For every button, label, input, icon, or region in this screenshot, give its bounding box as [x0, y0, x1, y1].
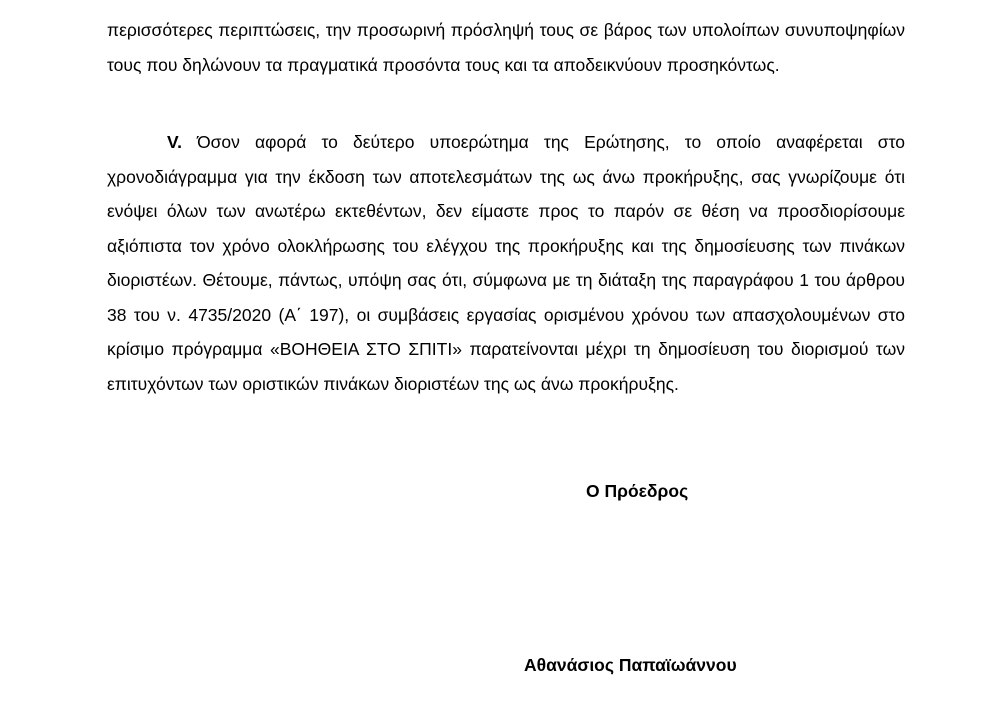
- paragraph-v: [107, 125, 905, 401]
- paragraph-marker: V.: [167, 132, 182, 152]
- signature-title: Ο Πρόεδρος: [586, 481, 689, 501]
- paragraph-continued: περισσότερες περιπτώσεις, την προσωρινή πρόσληψή τους σε βάρος των υπολοίπων συνυποψηφίων τους που δηλώνουν τα πραγματικά προσόντα τους και τα αποδεικνύουν προσηκόντως.: [107, 20, 905, 75]
- signature-name: Αθανάσιος Παπαϊωάννου: [524, 655, 737, 675]
- paragraph-v-text: Όσον αφορά το δεύτερο υποερώτημα της Ερώτησης, το οποίο αναφέρεται στο χρονοδιάγραμμα για την έκδοση των αποτελεσμάτων της ως άνω προκήρυξης, σας γνωρίζουμε ότι ενόψει όλων των ανωτέρω εκτεθέντων, δεν είμαστε προς το παρόν σε θέση να προσδιορίσουμε αξιόπιστα τον χρόνο ολοκλήρωσης του ελέγχου της προκήρυξης και της δημοσίευσης των πινάκων διοριστέων. Θέτουμε, πάντως, υπόψη σας ότι, σύμφωνα με τη διάταξη της παραγράφου 1 του άρθρου 38 του ν. 4735/2020 (Α΄ 197), οι συμβάσεις εργασίας ορισμένου χρόνου των απασχολουμένων στο κρίσιμο πρόγραμμα «ΒΟΗΘΕΙΑ ΣΤΟ ΣΠΙΤΙ» παρατείνονται μέχρι τη δημοσίευση του διορισμού των επιτυχόντων των οριστικών πινάκων διοριστέων της ως άνω προκήρυξης.: [107, 132, 905, 394]
